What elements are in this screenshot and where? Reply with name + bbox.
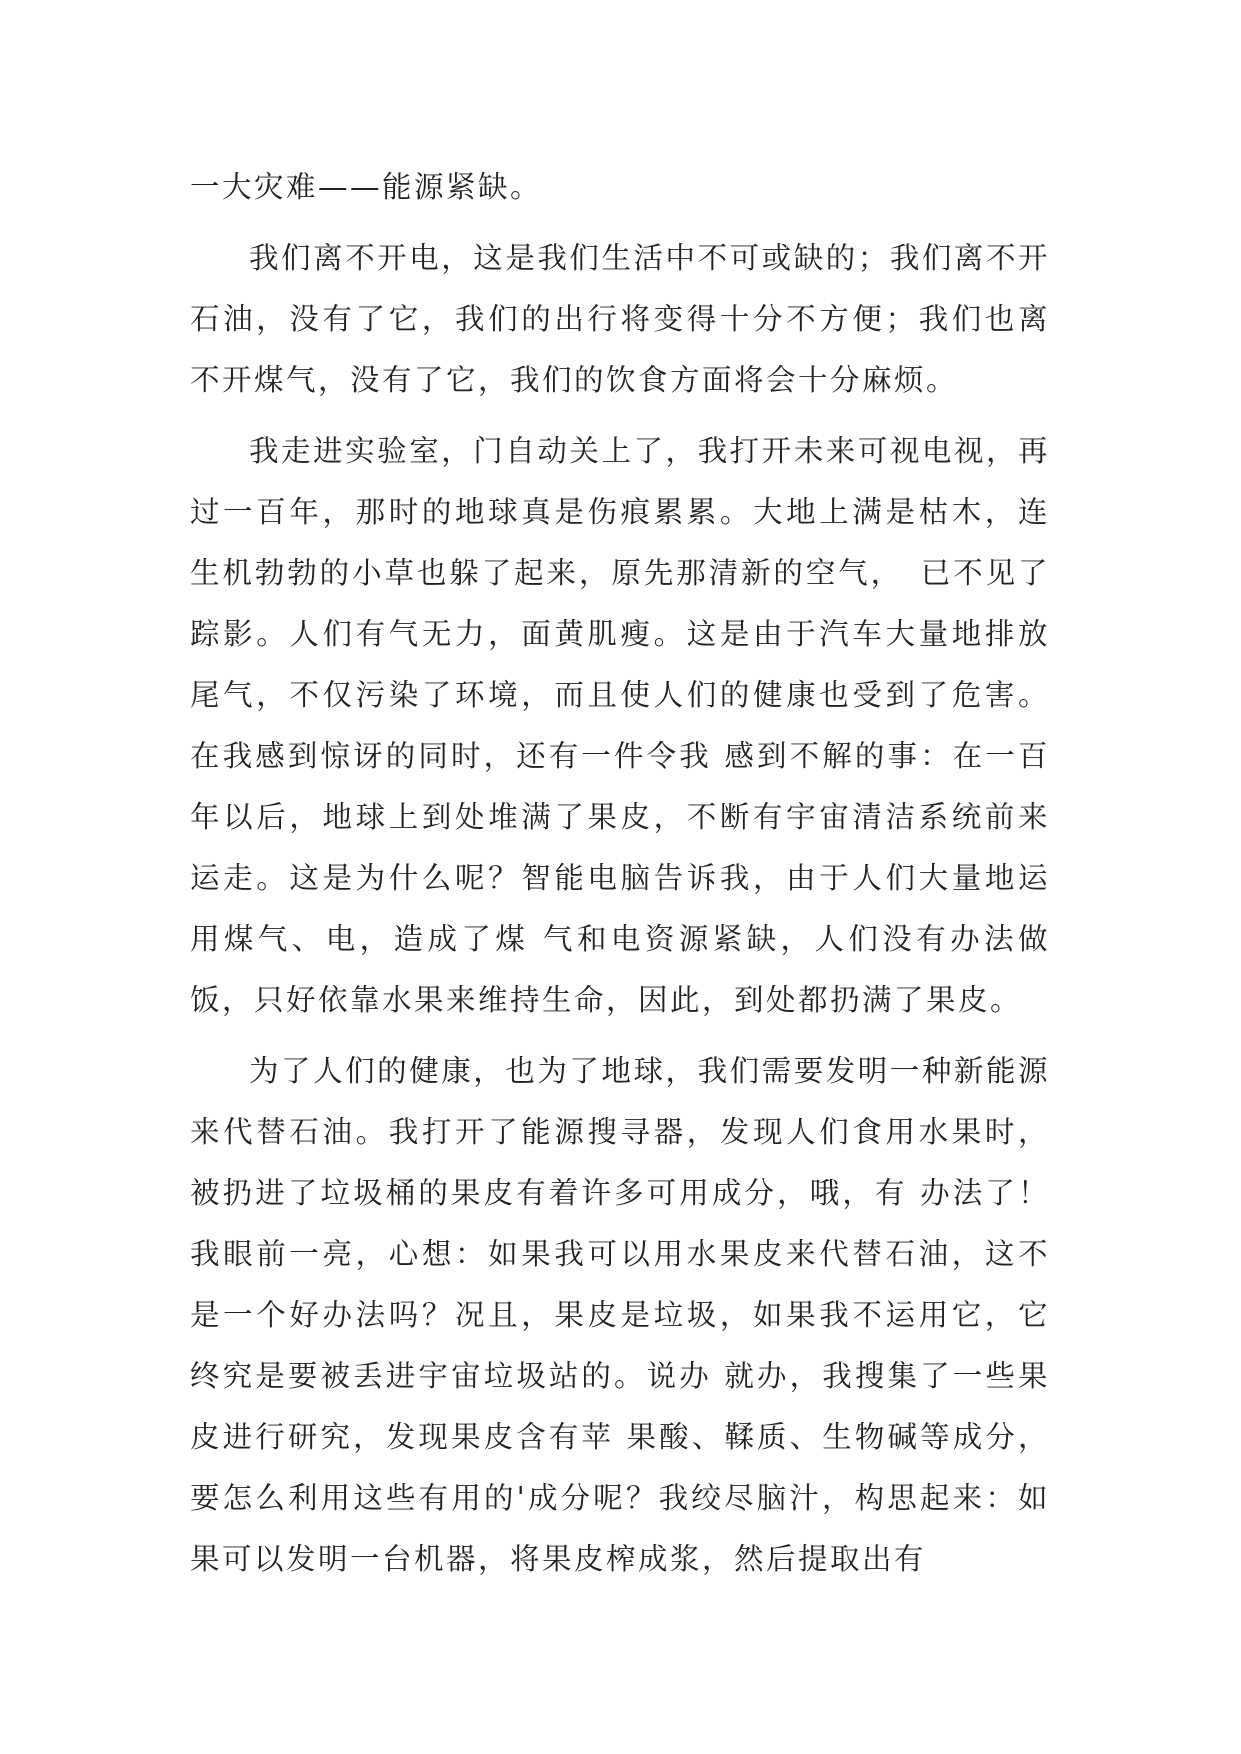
paragraph-continuation: 一大灾难——能源紧缺。 — [190, 170, 543, 204]
essay-body — [190, 157, 1050, 1590]
paragraph-future-earth: 我走进实验室，门自动关上了，我打开未来可视电视，再过一百年，那时的地球真是伤痕累累。大地上满是枯木，连生机勃勃的小草也躲了起来，原先那清新的空气， 已不见了踪影。人们有气无力，面黄肌瘦。这是由于汽车大量地排放尾气，不仅污染了环境，而且使人们的健康也受到了危害。在我感到惊讶的同时，还有一件令我 感到不解的事：在一百年以后，地球上到处堆满了果皮，不断有宇宙清洁系统前来运走。这是为什么呢？智能电脑告诉我，由于人们大量地运用煤气、电，造成了煤 气和电资源紧缺，人们没有办法做饭，只好依靠水果来维持生命，因此，到处都扔满了果皮。 — [190, 434, 1050, 1017]
paragraph-dependence-on-energy: 我们离不开电，这是我们生活中不可或缺的；我们离不开石油，没有了它，我们的出行将变得十分不方便；我们也离不开煤气，没有了它，我们的饮食方面将会十分麻烦。 — [190, 241, 1050, 397]
paragraph-new-energy-idea: 为了人们的健康，也为了地球，我们需要发明一种新能源来代替石油。我打开了能源搜寻器，发现人们食用水果时，被扔进了垃圾桶的果皮有着许多可用成分，哦，有 办法了！我眼前一亮，心想：如果我可以用水果皮来代替石油，这不是一个好办法吗？况且，果皮是垃圾，如果我不运用它，它终究是要被丢进宇宙垃圾站的。说办 就办，我搜集了一些果皮进行研究，发现果皮含有苹 果酸、鞣质、生物碱等成分，要怎么利用这些有用的'成分呢？我绞尽脑汁，构思起来：如果可以发明一台机器，将果皮榨成浆，然后提取出有 — [190, 1054, 1050, 1576]
